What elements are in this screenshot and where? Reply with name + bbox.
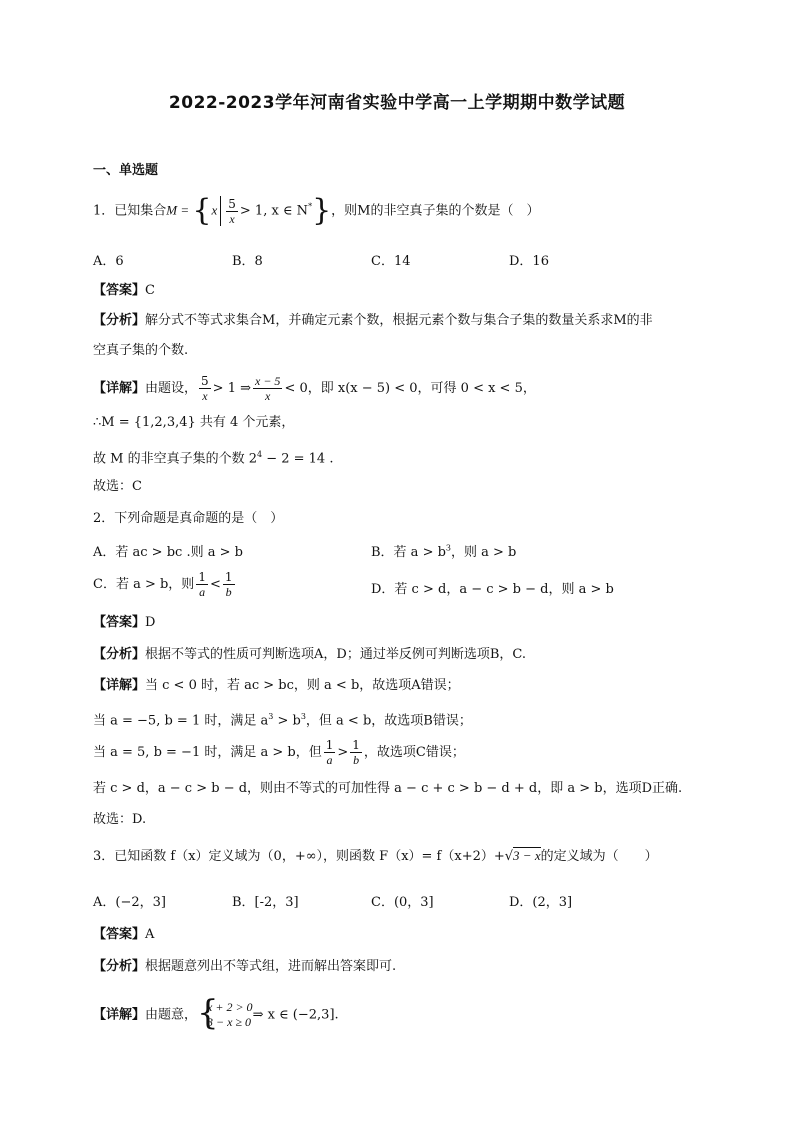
q3-detail bbox=[93, 993, 339, 1033]
detail-mid: > b bbox=[273, 713, 301, 729]
q2-final: 故选：D. bbox=[93, 812, 147, 827]
analysis-tag: 【分析】 bbox=[93, 647, 146, 662]
q1-option-a: A．6 bbox=[93, 254, 124, 269]
q2-stem: 2．下列命题是真命题的是（ ） bbox=[93, 511, 284, 526]
section-heading: 一、单选题 bbox=[93, 163, 159, 178]
inequality-system bbox=[197, 993, 253, 1033]
q2-option-c bbox=[93, 570, 237, 599]
q3-answer bbox=[93, 926, 154, 944]
gt-sign: > bbox=[337, 745, 349, 760]
sqrt-icon: √ bbox=[504, 849, 514, 864]
answer-value: C bbox=[145, 283, 155, 298]
detail-pre: 由题意， bbox=[145, 1007, 198, 1023]
q1-set-lhs: M = bbox=[166, 202, 193, 218]
detail-tag: 【详解】 bbox=[93, 678, 146, 693]
detail-frac-1 bbox=[324, 738, 336, 767]
q3-option-c: C．(0，3] bbox=[371, 895, 434, 910]
opt-post: ，则 a > b bbox=[451, 545, 517, 560]
q1-fraction bbox=[226, 197, 238, 226]
frac-num: x − 5 bbox=[255, 374, 281, 388]
answer-tag: 【答案】 bbox=[93, 283, 146, 298]
frac-num: 5 bbox=[201, 374, 209, 388]
analysis-tag: 【分析】 bbox=[93, 959, 146, 974]
opt-mid: > b bbox=[418, 545, 446, 560]
sqrt-body: 3 − x bbox=[513, 848, 541, 863]
frac-num: 1 bbox=[224, 570, 233, 584]
detail-pre: 当 a = 5, b = −1 时，满足 a > b，但 bbox=[93, 745, 322, 760]
system-row-2: 3 − x ≥ 0 bbox=[207, 1015, 252, 1029]
q1-answer bbox=[93, 282, 155, 300]
q1-option-d: D．16 bbox=[509, 254, 549, 269]
q3-option-b: B．[-2，3] bbox=[232, 895, 299, 910]
exponent: 3 bbox=[300, 712, 306, 721]
q1-suffix: ，则M的非空真子集的个数是（ ） bbox=[331, 203, 540, 219]
q1-analysis bbox=[93, 312, 653, 330]
q1-detail-line2: ∴M = {1,2,3,4} 共有 4 个元素， bbox=[93, 415, 295, 430]
q2-detail-line3 bbox=[93, 738, 465, 767]
analysis-tag: 【分析】 bbox=[93, 313, 146, 328]
q1-detail bbox=[93, 374, 536, 403]
q2-detail-line4: 若 c > d，a − c > b − d，则由不等式的可加性得 a − c + c > b − d + d，即 a > b，选项D正确. bbox=[93, 781, 683, 796]
q2-analysis bbox=[93, 646, 526, 664]
frac-den: a bbox=[199, 585, 206, 599]
detail-post: ⇒ x ∈ (−2,3]. bbox=[252, 1007, 339, 1023]
frac-num: 1 bbox=[325, 738, 334, 752]
q3-analysis bbox=[93, 958, 396, 976]
frac-num: 1 bbox=[198, 570, 206, 584]
detail-post: ，但 a < b，故选项B错误； bbox=[305, 713, 472, 729]
stem-post: 的定义域为（ ） bbox=[540, 849, 658, 864]
opt-pre: C．若 a > b，则 bbox=[93, 577, 195, 592]
analysis-text: 根据题意列出不等式组，进而解出答案即可. bbox=[145, 959, 397, 974]
q3-option-a: A．(−2，3] bbox=[93, 895, 166, 910]
detail-tag: 【详解】 bbox=[93, 381, 146, 396]
q1-prefix: 1．已知集合 bbox=[93, 203, 167, 219]
q3-stem bbox=[93, 847, 658, 866]
detail-mid: > 1 ⇒ bbox=[212, 381, 251, 396]
frac-num: 1 bbox=[352, 738, 360, 752]
analysis-text: 解分式不等式求集合M，并确定元素个数，根据元素个数与集合子集的数量关系求M的非 bbox=[145, 313, 653, 328]
q1-option-b: B．8 bbox=[232, 254, 263, 269]
q1-option-c: C．14 bbox=[371, 254, 411, 269]
q1-analysis-cont: 空真子集的个数. bbox=[93, 343, 189, 358]
frac-num: 5 bbox=[228, 196, 236, 211]
detail-post: ，故选项C错误； bbox=[363, 745, 465, 760]
q1-cond-sup: * bbox=[308, 202, 313, 212]
detail-text: 当 c < 0 时，若 ac > bc，则 a < b，故选项A错误； bbox=[145, 678, 460, 693]
q1-detail-line3 bbox=[93, 446, 333, 468]
detail-pre: 由题设， bbox=[145, 381, 198, 396]
lt-sign: < bbox=[209, 577, 221, 592]
opt-frac-1 bbox=[196, 570, 208, 599]
q2-answer bbox=[93, 614, 155, 632]
analysis-text: 根据不等式的性质可判断选项A，D；通过举反例可判断选项B，C. bbox=[145, 647, 526, 662]
detail-l3-pre: 故 M 的非空真子集的个数 2 bbox=[93, 451, 257, 467]
q1-cond-rest: > 1, x ∈ N bbox=[239, 203, 309, 219]
q3-option-d: D．(2，3] bbox=[509, 895, 573, 910]
right-brace-icon: } bbox=[312, 193, 332, 228]
detail-frac-1 bbox=[199, 374, 211, 403]
detail-tag: 【详解】 bbox=[93, 1007, 146, 1023]
exponent: 4 bbox=[256, 450, 263, 459]
frac-den: x bbox=[229, 211, 235, 226]
frac-den: x bbox=[265, 389, 271, 403]
stem-pre: 3．已知函数 f（x）定义域为（0，+∞），则函数 F（x）= f（x+2）+ bbox=[93, 849, 505, 864]
system-row-1: x + 2 > 0 bbox=[207, 1000, 253, 1014]
exponent: 3 bbox=[268, 712, 274, 721]
detail-tail: < 0，即 x(x − 5) < 0，可得 0 < x < 5， bbox=[284, 381, 536, 396]
set-divider bbox=[220, 196, 221, 226]
q2-option-b bbox=[371, 541, 516, 560]
page-title: 2022-2023学年河南省实验中学高一上学期期中数学试题 bbox=[168, 93, 626, 113]
opt-pre: B．若 a bbox=[371, 545, 419, 560]
opt-frac-2 bbox=[223, 570, 235, 599]
left-brace-icon: { bbox=[192, 193, 212, 228]
left-brace-icon: { bbox=[197, 993, 219, 1033]
q1-cond-x: x bbox=[211, 202, 218, 218]
q1-stem bbox=[93, 193, 540, 228]
frac-den: b bbox=[353, 753, 360, 767]
answer-tag: 【答案】 bbox=[93, 927, 146, 942]
q2-detail bbox=[93, 677, 460, 695]
detail-frac-2 bbox=[350, 738, 362, 767]
frac-den: b bbox=[225, 585, 232, 599]
frac-den: a bbox=[326, 753, 333, 767]
frac-den: x bbox=[202, 389, 208, 403]
q2-detail-line2 bbox=[93, 708, 472, 730]
answer-value: D bbox=[145, 615, 156, 630]
answer-tag: 【答案】 bbox=[93, 615, 146, 630]
q2-option-a: A．若 ac > bc .则 a > b bbox=[93, 545, 243, 560]
exponent: 3 bbox=[445, 543, 452, 553]
answer-value: A bbox=[145, 927, 155, 942]
detail-l3-post: − 2 = 14 . bbox=[262, 451, 334, 467]
q1-final: 故选：C bbox=[93, 479, 142, 494]
detail-frac-2 bbox=[253, 374, 282, 403]
q2-option-d: D．若 c > d，a − c > b − d，则 a > b bbox=[371, 582, 614, 597]
detail-pre: 当 a = −5, b = 1 时，满足 a bbox=[93, 713, 269, 729]
